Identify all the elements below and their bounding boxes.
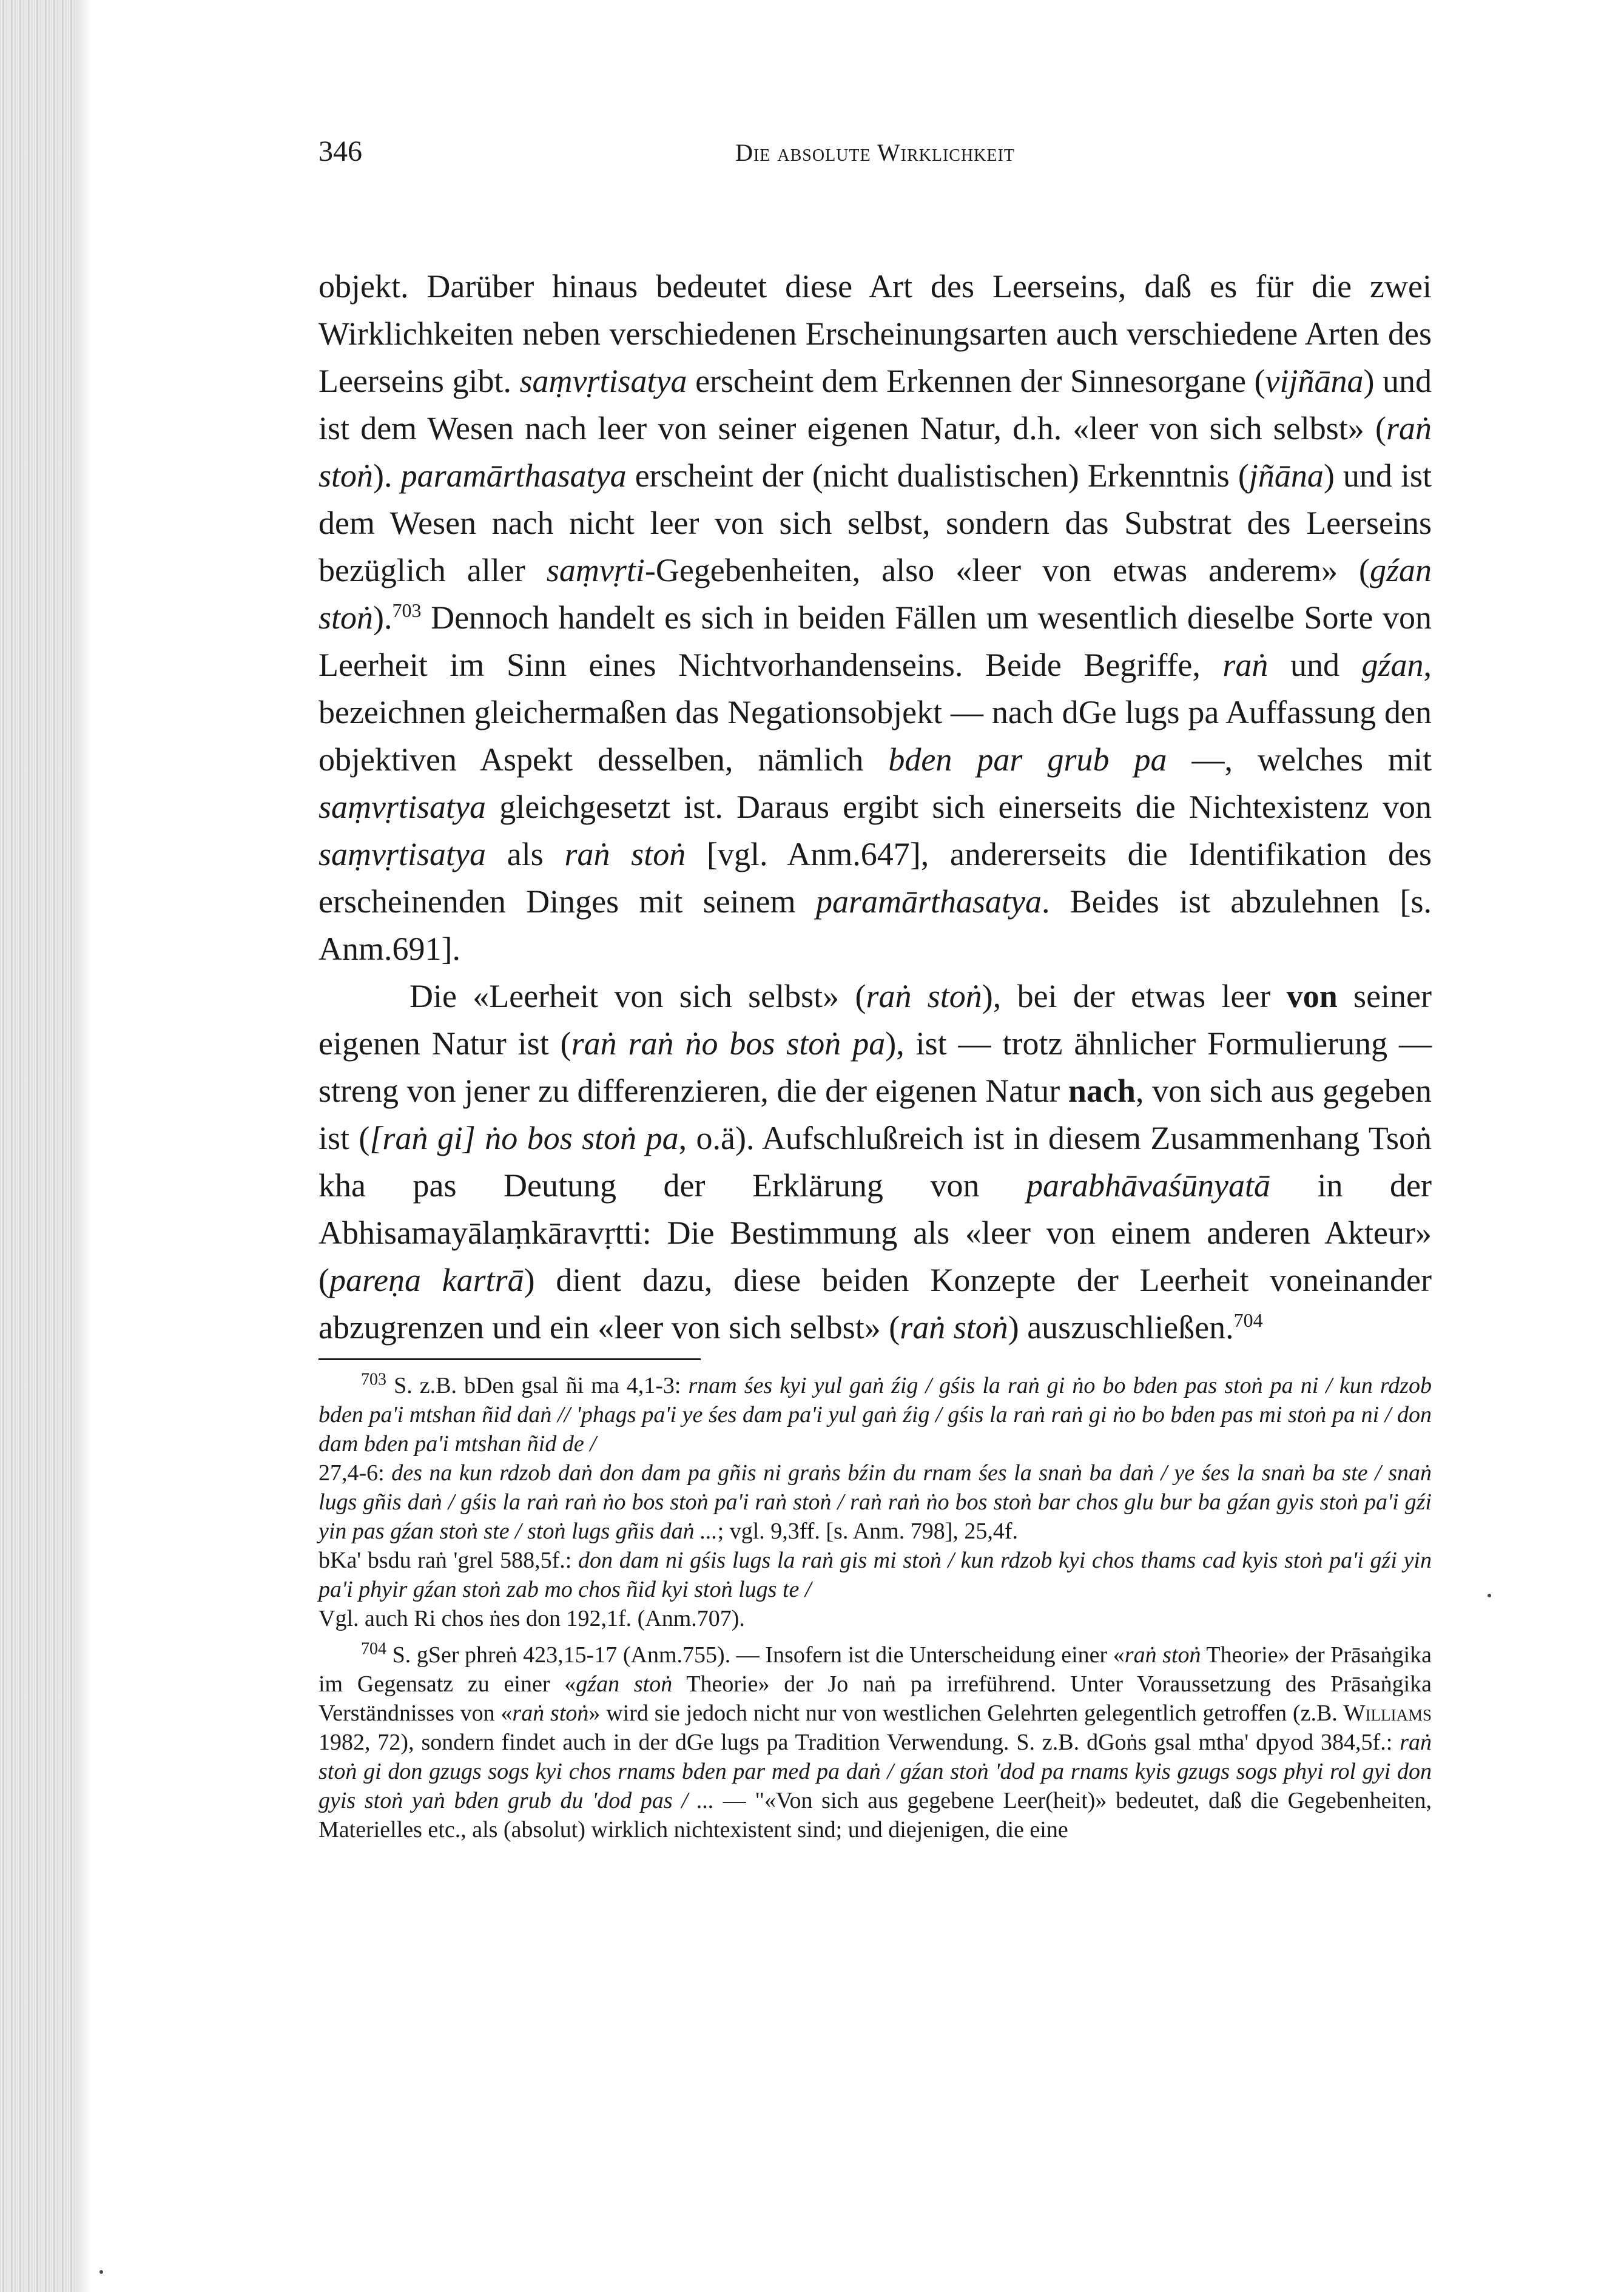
bold-emphasis: von (1286, 978, 1338, 1014)
text-run: gleichgesetzt ist. Daraus ergibt sich einerseits die Nichtexistenz von (486, 789, 1432, 825)
text-run: erscheint dem Erkennen der Sinnesorgane ( (687, 363, 1265, 399)
text-run: —, welches mit (1167, 741, 1432, 778)
text-run: ), ist — trotz ähnlicher Formulierung — streng von jener zu differenzieren, die der eigenen Natur (318, 1025, 1432, 1109)
text-run: ; vgl. 9,3ff. [s. Anm. 798], 25,4f. (717, 1518, 1019, 1544)
text-run: Dennoch handelt es sich in beiden Fällen um wesentlich dieselbe Sorte von Leerheit im Sinn eines Nichtvorhandenseins. Beide Begriffe, (318, 599, 1432, 683)
italic-term: parabhāvaśūnyatā (1026, 1167, 1270, 1204)
text-run: » wird sie jedoch nicht nur von westlichen Gelehrten gelegentlich getroffen (z.B. (588, 1700, 1344, 1726)
italic-term: saṃvṛtisatya (318, 836, 486, 872)
text-run: ), bei der etwas leer (982, 978, 1287, 1014)
italic-term: saṃvṛtisatya (318, 789, 486, 825)
footnote-number: 703 (361, 1370, 386, 1389)
scan-binding-shadow (78, 0, 91, 2292)
italic-term: gźan (1361, 647, 1424, 683)
italic-term: raṅ stoṅ (318, 410, 1432, 494)
text-run: Die «Leerheit von sich selbst» ( (409, 978, 866, 1014)
running-title: Die absolute Wirklichkeit (735, 139, 1015, 166)
running-head (318, 135, 1432, 171)
italic-term: saṃvṛtisatya (519, 363, 687, 399)
text-run: ) und ist dem Wesen nach nicht leer von sich selbst, sondern das Substrat des Leerseins bezüglich aller (318, 457, 1432, 588)
text-run: , o.ä). Aufschlußreich ist in diesem Zusammenhang Tsoṅ kha pas Deutung der Erklärung von (318, 1120, 1432, 1204)
text-run: , bezeichnen gleichermaßen das Negationsobjekt — nach dGe lugs pa Auffassung den objektiven Aspekt desselben, nämlich (318, 647, 1432, 778)
text-run: ). (373, 457, 401, 494)
italic-term: raṅ stoṅ (512, 1700, 589, 1726)
text-run: [vgl. Anm.647], andererseits die Identifikation des erscheinenden Dinges mit seinem (318, 836, 1432, 920)
text-run: . Beides ist abzulehnen [s. Anm.691]. (318, 883, 1432, 967)
italic-term: raṅ (1222, 647, 1269, 683)
text-run: erscheint der (nicht dualistischen) Erkenntnis ( (626, 457, 1249, 494)
italic-term: pareṇa kartrā (329, 1262, 524, 1298)
page-number: 346 (318, 135, 362, 167)
bold-emphasis: nach (1068, 1073, 1136, 1109)
text-run: bKa' bsdu raṅ 'grel 588,5f.: (318, 1548, 579, 1573)
text-run: — "«Von sich aus gegebene Leer(heit)» bedeutet, daß die Gegebenheiten, Materielles etc., als (absolut) wirklich nichtexistent sind; und diejenigen, die eine (318, 1788, 1432, 1842)
text-run: , von sich aus gegeben ist ( (318, 1073, 1432, 1156)
text-run: seiner eigenen Natur ist ( (318, 978, 1432, 1062)
italic-term: raṅ stoṅ (866, 978, 982, 1014)
text-run: 1982, 72), sondern findet auch in der dGe lugs pa Tradition Verwendung. S. z.B. dGoṅs gsal mtha' dpyod 384,5f.: (318, 1730, 1400, 1755)
italic-term: raṅ stoṅ gi don gzugs sogs kyi chos rnams bden par med pa daṅ / gźan stoṅ 'dod pa rnams kyis gzugs sogs phyi rol gyi don gyis stoṅ yaṅ bden grub du 'dod pas / ... (318, 1730, 1432, 1813)
italic-term: raṅ stoṅ (564, 836, 686, 872)
footnotes (318, 1371, 1432, 1844)
paragraph (318, 972, 1432, 1351)
italic-term: saṃvṛti (546, 552, 645, 588)
text-run: S. gSer phreṅ 423,15-17 (Anm.755). — Insofern ist die Unterscheidung einer « (392, 1642, 1125, 1668)
italic-term: bden par grub pa (888, 741, 1167, 778)
text-run: ) und ist dem Wesen nach leer von seiner eigenen Natur, d.h. «leer von sich selbst» ( (318, 363, 1432, 447)
text-run: Theorie» der Prāsaṅgika im Gegensatz zu einer « (318, 1642, 1432, 1697)
paragraph (318, 263, 1432, 972)
author-name: Williams (1343, 1700, 1432, 1726)
italic-term: raṅ stoṅ (1124, 1642, 1201, 1668)
text-run: in der Abhisamayālaṃkāravṛtti: Die Bestimmung als «leer von einem anderen Akteur» ( (318, 1167, 1432, 1298)
text-run: Theorie» der Jo naṅ pa irreführend. Unter Voraussetzung des Prāsaṅgika Verständnisses von « (318, 1671, 1432, 1726)
footnote-paragraph (318, 1546, 1432, 1604)
scan-binding-edge (0, 0, 78, 2292)
text-run: ). (373, 599, 393, 636)
footnote-paragraph (318, 1458, 1432, 1546)
italic-term: [raṅ gi] ṅo bos stoṅ pa (369, 1120, 679, 1156)
italic-term: vijñāna (1265, 363, 1364, 399)
footnote-separator (318, 1358, 701, 1360)
scan-speck (1488, 1594, 1491, 1597)
text-run: ) dient dazu, diese beiden Konzepte der Leerheit voneinander abzugrenzen und ein «leer von sich selbst» ( (318, 1262, 1432, 1346)
footnote-paragraph (318, 1640, 1432, 1844)
footnote-reference: 703 (392, 599, 422, 621)
text-run: als (486, 836, 565, 872)
footnote-paragraph (318, 1604, 1432, 1633)
main-text (318, 263, 1432, 1351)
text-run: und (1268, 647, 1362, 683)
italic-term: raṅ stoṅ (900, 1309, 1008, 1346)
italic-term: paramārthasatya (400, 457, 627, 494)
italic-term: gźan stoṅ (318, 552, 1432, 636)
italic-term: raṅ raṅ ṅo bos stoṅ pa (571, 1025, 886, 1062)
text-run: 27,4-6: (318, 1460, 392, 1486)
italic-term: jñāna (1248, 457, 1324, 494)
footnote-reference: 704 (1233, 1309, 1263, 1331)
text-run: S. z.B. bDen gsal ñi ma 4,1-3: (394, 1373, 689, 1398)
text-run: ) auszuschließen. (1008, 1309, 1234, 1346)
footnote-paragraph (318, 1371, 1432, 1458)
italic-term: don dam ni gśis lugs la raṅ gis mi stoṅ / kun rdzob kyi chos thams cad kyis stoṅ pa'i gźi yin pa'i phyir gźan stoṅ zab mo chos ñid kyi stoṅ lugs te / (318, 1548, 1432, 1602)
scan-speck (99, 2270, 103, 2274)
text-run: -Gegebenheiten, also «leer von etwas anderem» ( (644, 552, 1370, 588)
italic-term: gźan stoṅ (576, 1671, 673, 1697)
italic-term: des na kun rdzob daṅ don dam pa gñis ni graṅs bźin du rnam śes la snaṅ ba daṅ / ye śes la snaṅ ba ste / snaṅ lugs gñis daṅ / gśis la raṅ raṅ ṅo bos stoṅ pa'i raṅ stoṅ / raṅ raṅ ṅo bos stoṅ bar chos glu bur ba gźan gyis stoṅ pa'i gźi yin pas gźan stoṅ ste / stoṅ lugs gñis daṅ ... (318, 1460, 1432, 1544)
text-run: objekt. Darüber hinaus bedeutet diese Art des Leerseins, daß es für die zwei Wirklichkeiten neben verschiedenen Erscheinungsarten auch verschiedene Arten des Leerseins gibt. (318, 268, 1432, 399)
italic-term: paramārthasatya (815, 883, 1042, 920)
text-run: Vgl. auch Ri chos ṅes don 192,1f. (Anm.707). (318, 1606, 745, 1631)
italic-term: rnam śes kyi yul gaṅ źig / gśis la raṅ gi ṅo bo bden pas stoṅ pa ni / kun rdzob bden pa'i mtshan ñid daṅ // 'phags pa'i ye śes dam pa'i yul gaṅ źig / gśis la raṅ raṅ gi ṅo bo bden pas mi stoṅ pa ni / don dam bden pa'i mtshan ñid de / (318, 1373, 1432, 1457)
footnote-number: 704 (361, 1639, 386, 1659)
